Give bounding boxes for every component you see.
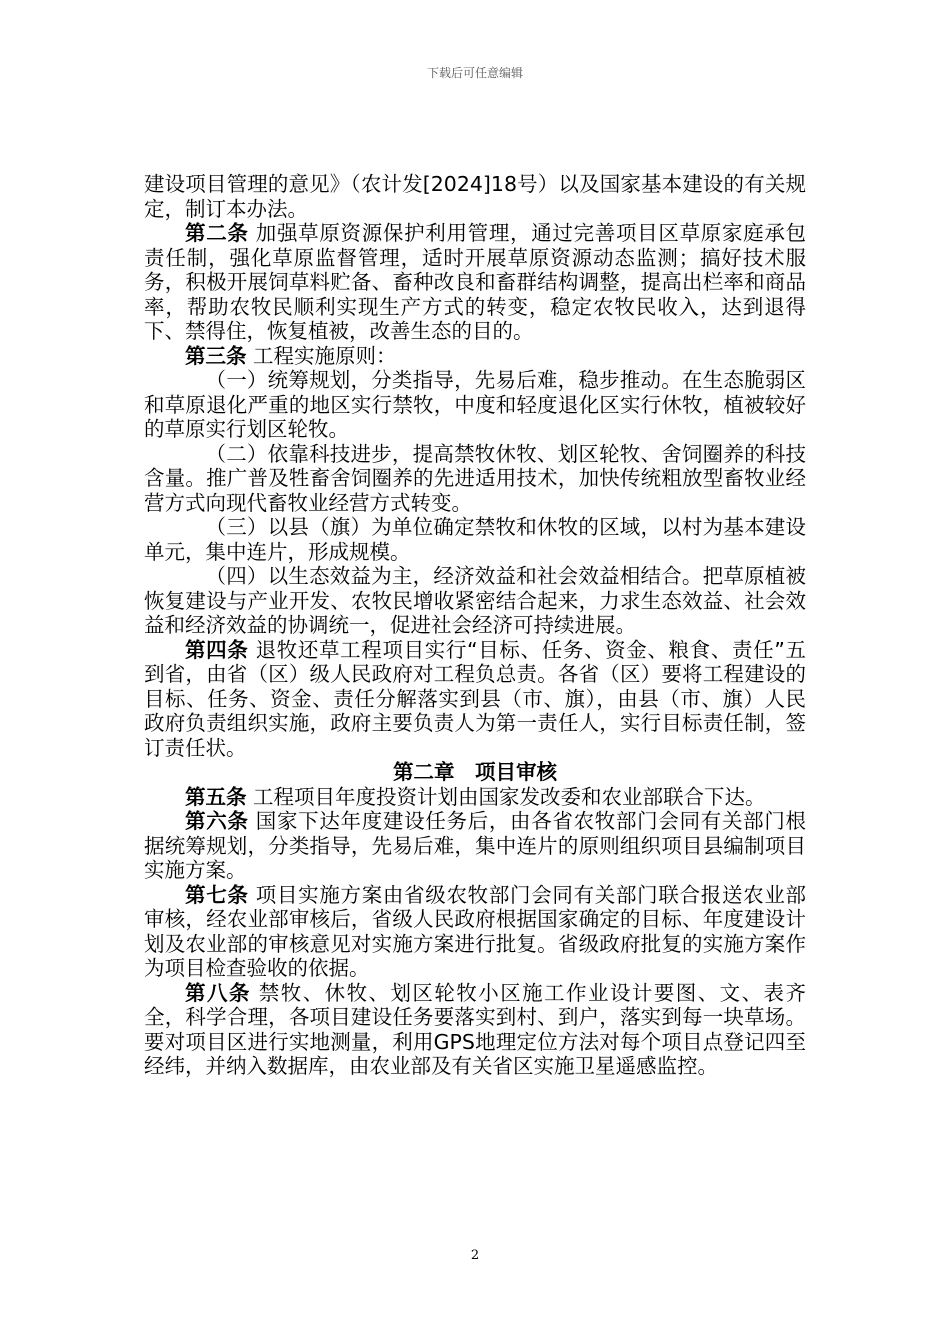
- page-header: 下载后可任意编辑: [426, 66, 523, 80]
- paragraph-intro-continuation: 建设项目管理的意见》（农计发[2024]18号）以及国家基本建设的有关规定，制订本办法。: [144, 172, 806, 221]
- principle-item-1: （一）统筹规划，分类指导，先易后难，稳步推动。在生态脆弱区和草原退化严重的地区实行禁牧，中度和轻度退化区实行休牧，植被较好的草原实行划区轮牧。: [144, 368, 806, 441]
- article-8: [144, 981, 806, 1079]
- article-4-text: 退牧还草工程项目实行“目标、任务、资金、粮食、责任”五到省，由省（区）级人民政府对工程负总责。各省（区）要将工程建设的目标、任务、资金、责任分解落实到县（市、旗），由县（市、旗）人民政府负责组织实施，政府主要负责人为第一责任人，实行目标责任制，签订责任状。: [144, 637, 807, 760]
- principle-item-2: （二）依靠科技进步，提高禁牧休牧、划区轮牧、舍饲圈养的科技含量。推广普及牲畜舍饲圈养的先进适用技术，加快传统粗放型畜牧业经营方式向现代畜牧业经营方式转变。: [144, 441, 806, 515]
- article-8-text: 禁牧、休牧、划区轮牧小区施工作业设计要图、文、表齐全，科学合理，各项目建设任务要落实到村、到户，落实到每一块草场。要对项目区进行实地测量，利用GPS地理定位方法对每个项目点登记四至经纬，并纳入数据库，由农业部及有关省区实施卫星遥感监控。: [144, 980, 807, 1078]
- article-4-label: 第四条: [185, 637, 249, 662]
- article-4: [144, 638, 806, 761]
- article-2-label: 第二条: [185, 221, 249, 245]
- article-7: [144, 883, 806, 981]
- article-6-text: 国家下达年度建设任务后，由各省农牧部门会同有关部门根据统筹规划，分类指导，先易后难，集中连片的原则组织项目县编制项目实施方案。: [144, 809, 807, 882]
- article-6: [144, 809, 806, 883]
- chapter-heading: 第二章 项目审核: [393, 760, 557, 784]
- article-7-label: 第七条: [185, 882, 249, 907]
- principle-item-3: （三）以县（旗）为单位确定禁牧和休牧的区域，以村为基本建设单元，集中连片，形成规模。: [144, 515, 806, 564]
- article-3-label: 第三条: [185, 343, 247, 368]
- document-body: [144, 172, 806, 1079]
- article-6-label: 第六条: [185, 809, 249, 833]
- article-2-text: 加强草原资源保护利用管理，通过完善项目区草原家庭承包责任制，强化草原监督管理，适时开展草原资源动态监测；搞好技术服务，积极开展饲草料贮备、畜种改良和畜群结构调整，提高出栏率和商品率，帮助农牧民顺利实现生产方式的转变，稳定农牧民收入，达到退得下、禁得住，恢复植被，改善生态的目的。: [144, 221, 807, 343]
- article-5-label: 第五条: [185, 784, 247, 809]
- article-2: [144, 221, 806, 344]
- article-5-text: 工程项目年度投资计划由国家发改委和农业部联合下达。: [246, 784, 766, 809]
- article-3: [144, 344, 806, 369]
- article-7-text: 项目实施方案由省级农牧部门会同有关部门联合报送农业部审核，经农业部审核后，省级人民政府根据国家确定的目标、年度建设计划及农业部的审核意见对实施方案进行批复。省级政府批复的实施方案作为项目检查验收的依据。: [144, 882, 807, 980]
- article-5: [144, 785, 806, 810]
- principle-item-4: （四）以生态效益为主，经济效益和社会效益相结合。把草原植被恢复建设与产业开发、农牧民增收紧密结合起来，力求生态效益、社会效益和经济效益的协调统一，促进社会经济可持续进展。: [144, 564, 806, 637]
- article-3-text: 工程实施原则：: [246, 343, 397, 368]
- page-number: 2: [470, 1248, 480, 1263]
- article-8-label: 第八条: [185, 980, 251, 1005]
